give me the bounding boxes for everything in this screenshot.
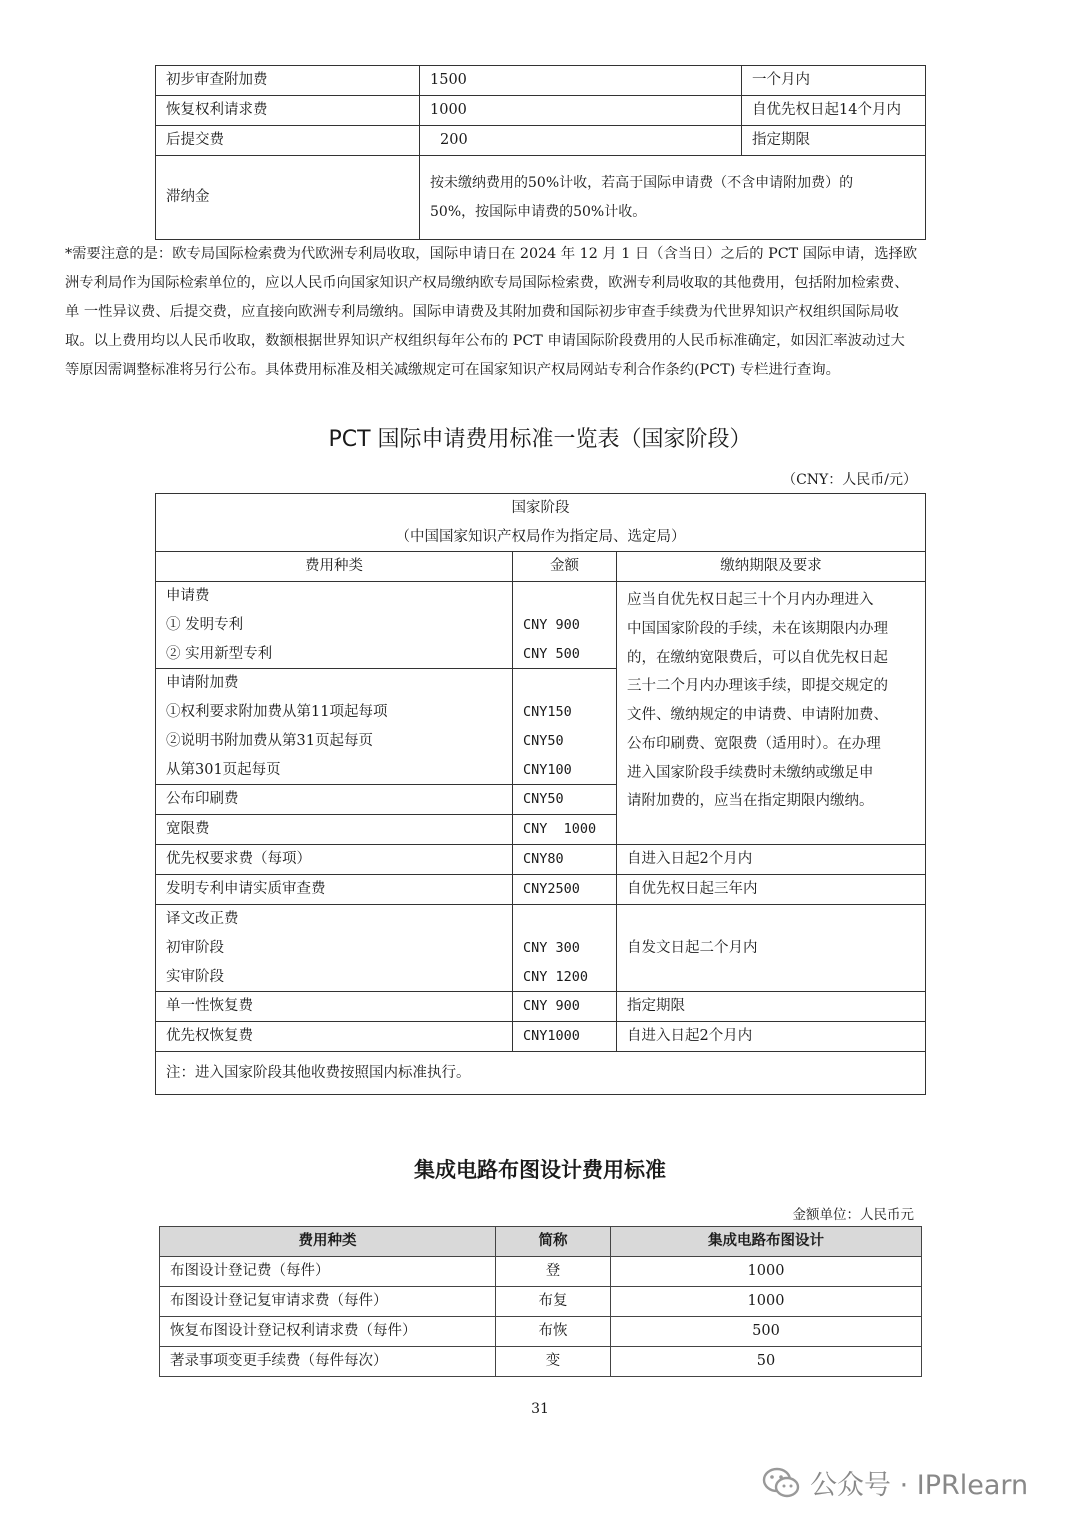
- table-row: [156, 96, 926, 126]
- fee-name: [156, 905, 513, 992]
- fee-deadline: 指定期限: [617, 992, 926, 1022]
- header-title: 国家阶段: [511, 500, 570, 516]
- column-header: 缴纳期限及要求: [617, 552, 926, 582]
- fee-line: 实审阶段: [166, 968, 224, 985]
- fee-name: 恢复布图设计登记权利请求费（每件）: [160, 1317, 496, 1347]
- fee-amount: [513, 669, 617, 785]
- requirement-line: 请附加费的，应当在指定期限内缴纳。: [627, 793, 874, 810]
- table-row: [156, 582, 926, 669]
- requirement-line: 文件、缴纳规定的申请费、申请附加费、: [627, 707, 888, 724]
- fee-line: ②说明书附加费从第31页起每页: [166, 732, 373, 749]
- requirement-line: 的，在缴纳宽限费后，可以自优先权日起: [627, 649, 888, 666]
- fee-deadline: 指定期限: [742, 126, 926, 156]
- fee-amount: [513, 582, 617, 669]
- page-number: 31: [531, 1401, 549, 1417]
- fee-name: 优先权要求费（每项）: [156, 845, 513, 875]
- fee-amount: 1000: [611, 1257, 922, 1287]
- fee-name: 发明专利申请实质审查费: [156, 875, 513, 905]
- amount-line: CNY100: [523, 761, 572, 778]
- requirement-line: 中国国家阶段的手续，未在该期限内办理: [627, 621, 888, 638]
- table-row: [156, 905, 926, 992]
- wechat-icon: [762, 1466, 800, 1500]
- amount-line: [523, 582, 606, 611]
- fee-line: 初审阶段: [166, 939, 224, 956]
- fee-name: 后提交费: [156, 126, 420, 156]
- fee-line: 从第301页起每页: [166, 761, 281, 778]
- requirement-line: 三十二个月内办理该手续，即提交规定的: [627, 678, 888, 695]
- requirement-line: 应当自优先权日起三十个月内办理进入: [627, 592, 874, 609]
- column-header: 集成电路布图设计: [611, 1227, 922, 1257]
- requirement-line: 进入国家阶段手续费时未缴纳或缴足申: [627, 764, 874, 781]
- fee-deadline: 自优先权日起14个月内: [742, 96, 926, 126]
- amount-line: [523, 905, 606, 934]
- fee-description: [420, 156, 926, 240]
- fee-deadline: 自发文日起二个月内: [617, 905, 926, 992]
- fee-deadline: 一个月内: [742, 66, 926, 96]
- watermark: [762, 1463, 1028, 1502]
- note-line: 单 一性异议费、后提交费，应直接向欧洲专利局缴纳。国际申请费及其附加费和国际初步审查手续费为代世界知识产权组织国际局收: [65, 304, 899, 320]
- requirement-line: 公布印刷费、宽限费（适用时）。在办理: [627, 735, 881, 752]
- fee-abbr: 变: [496, 1347, 611, 1377]
- fee-abbr: 布恢: [496, 1317, 611, 1347]
- fee-name: 公布印刷费: [156, 785, 513, 815]
- fee-name: 单一性恢复费: [156, 992, 513, 1022]
- fee-amount: 1500: [420, 66, 742, 96]
- amount-line: CNY 500: [523, 645, 580, 662]
- ic-title: 集成电路布图设计费用标准: [414, 1158, 666, 1182]
- fee-line: ①权利要求附加费从第11项起每项: [166, 704, 388, 721]
- fee-name: 优先权恢复费: [156, 1022, 513, 1052]
- fee-name: 布图设计登记复审请求费（每件）: [160, 1287, 496, 1317]
- amount-line: CNY 900: [523, 617, 580, 634]
- fee-description-line: 50%，按国际申请费的50%计收。: [430, 203, 647, 220]
- fee-amount: CNY50: [513, 785, 617, 815]
- ic-unit: 金额单位：人民币元: [792, 1207, 914, 1223]
- amount-line: CNY 300: [523, 939, 580, 956]
- fee-note-paragraph: [65, 240, 1020, 385]
- fee-deadline: 自优先权日起三年内: [617, 875, 926, 905]
- fee-name: 著录事项变更手续费（每件每次）: [160, 1347, 496, 1377]
- international-fee-table: [155, 65, 926, 240]
- table-note: 注：进入国家阶段其他收费按照国内标准执行。: [156, 1052, 926, 1095]
- fee-amount: 200: [420, 126, 742, 156]
- fee-name: 宽限费: [156, 815, 513, 845]
- entry-requirements: [617, 582, 926, 845]
- fee-name: [156, 582, 513, 669]
- note-line: *需要注意的是：欧专局国际检索费为代欧洲专利局收取，国际申请日在 2024 年 12 月 1 日（含当日）之后的 PCT 国际申请，选择欧: [65, 246, 918, 262]
- fee-name: 恢复权利请求费: [156, 96, 420, 126]
- table-note-row: [156, 1052, 926, 1095]
- fee-amount: 1000: [611, 1287, 922, 1317]
- table-row: [160, 1257, 922, 1287]
- fee-line: 申请费: [166, 588, 210, 605]
- note-line: 取。以上费用均以人民币收取，数额根据世界知识产权组织每年公布的 PCT 申请国际阶段费用的人民币标准确定，如因汇率波动过大: [65, 333, 905, 349]
- table-row: [156, 875, 926, 905]
- amount-line: CNY 1200: [523, 968, 589, 985]
- fee-line: ② 实用新型专利: [166, 645, 273, 662]
- table-row: [156, 845, 926, 875]
- fee-amount: [513, 905, 617, 992]
- column-header-row: [156, 552, 926, 582]
- column-header: 费用种类: [160, 1227, 496, 1257]
- fee-name: [156, 669, 513, 785]
- table-row: [156, 992, 926, 1022]
- fee-description-line: 按未缴纳费用的50%计收，若高于国际申请费（不含申请附加费）的: [430, 174, 854, 191]
- table-row: [156, 1022, 926, 1052]
- fee-line: ① 发明专利: [166, 617, 244, 634]
- fee-abbr: 布复: [496, 1287, 611, 1317]
- watermark-text: 公众号 · IPRlearn: [810, 1470, 1029, 1501]
- column-header: 费用种类: [156, 552, 513, 582]
- table-row: [160, 1317, 922, 1347]
- column-header-row: [160, 1227, 922, 1257]
- amount-line: [523, 669, 606, 698]
- fee-amount: CNY 1000: [513, 815, 617, 845]
- fee-abbr: 登: [496, 1257, 611, 1287]
- national-phase-table: [155, 493, 926, 1095]
- header-subtitle: （中国国家知识产权局作为指定局、选定局）: [395, 528, 686, 545]
- fee-line: 申请附加费: [166, 675, 239, 692]
- amount-line: CNY150: [523, 704, 572, 721]
- fee-name: 滞纳金: [156, 156, 420, 240]
- fee-name: 布图设计登记费（每件）: [160, 1257, 496, 1287]
- table-row: [160, 1347, 922, 1377]
- fee-amount: 500: [611, 1317, 922, 1347]
- ic-fee-table: [159, 1226, 922, 1377]
- fee-amount: CNY 900: [513, 992, 617, 1022]
- table-row: [160, 1287, 922, 1317]
- note-line: 洲专利局作为国际检索单位的，应以人民币向国家知识产权局缴纳欧专局国际检索费，欧洲专利局收取的其他费用，包括附加检索费、: [65, 275, 909, 291]
- table-row: [156, 156, 926, 240]
- national-phase-title: PCT 国际申请费用标准一览表（国家阶段）: [328, 427, 752, 452]
- table-header: [156, 494, 926, 552]
- fee-name: 初步审查附加费: [156, 66, 420, 96]
- fee-amount: CNY80: [513, 845, 617, 875]
- table-row: [156, 126, 926, 156]
- fee-amount: CNY1000: [513, 1022, 617, 1052]
- fee-amount: 1000: [420, 96, 742, 126]
- column-header: 简称: [496, 1227, 611, 1257]
- fee-deadline: 自进入日起2个月内: [617, 1022, 926, 1052]
- fee-line: 译文改正费: [166, 911, 239, 928]
- fee-amount: CNY2500: [513, 875, 617, 905]
- note-line: 等原因需调整标准将另行公布。具体费用标准及相关减缴规定可在国家知识产权局网站专利合作条约(PCT) 专栏进行查询。: [65, 362, 840, 378]
- column-header: 金额: [513, 552, 617, 582]
- table-row: [156, 66, 926, 96]
- amount-line: CNY50: [523, 732, 564, 749]
- currency-unit: （CNY：人民币/元）: [782, 472, 917, 488]
- fee-amount: 50: [611, 1347, 922, 1377]
- fee-deadline: 自进入日起2个月内: [617, 845, 926, 875]
